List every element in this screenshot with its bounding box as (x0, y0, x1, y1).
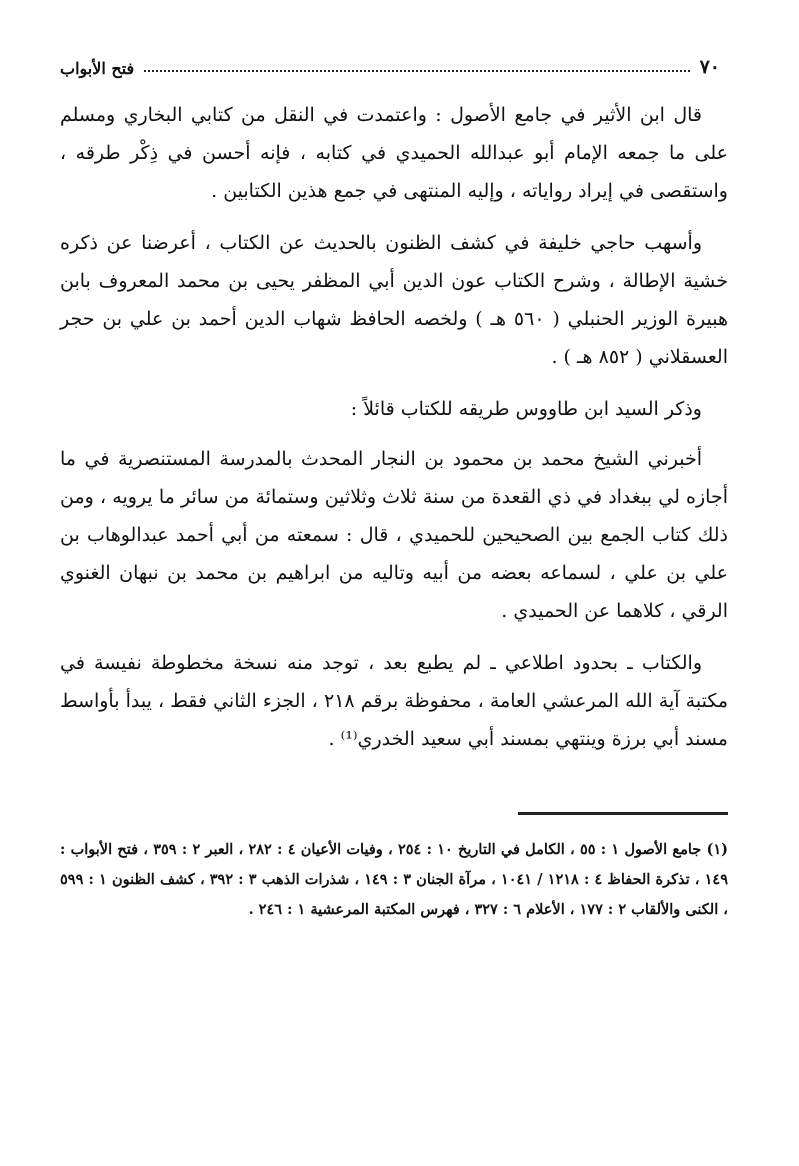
header-dotted-leader (144, 70, 689, 72)
book-page (60, 42, 728, 1142)
footnote-separator (518, 812, 728, 815)
footnote: (١) جامع الأصول ١ : ٥٥ ، الكامل في التاريخ ١٠ : ٢٥٤ ، وفيات الأعيان ٤ : ٢٨٢ ، العبر ٢ : ٣٥٩ ، فتح الأبواب : ١٤٩ ، تذكرة الحفاظ ٤ : ١٢١٨ / ١٠٤١ ، مرآة الجنان ٣ : ١٤٩ ، شذرات الذهب ٣ : ٣٩٢ ، كشف الظنون ١ : ٥٩٩ ، الكنى والألقاب ٢ : ١٧٧ ، الأعلام ٦ : ٣٢٧ ، فهرس المكتبة المرعشية ١ : ٢٤٦ . (60, 841, 729, 918)
main-text (60, 96, 728, 758)
page-number: ٧٠ (699, 56, 720, 78)
running-header (60, 42, 728, 78)
paragraph-manuscript: والكتاب ـ بحدود اطلاعي ـ لم يطبع بعد ، توجد منه نسخة مخطوطة نفيسة في مكتبة آية الله المرعشي العامة ، محفوظة برقم ٢١٨ ، الجزء الثاني فقط ، يبدأ بأواسط مسند أبي برزة وينتهي بمسند أبي سعيد الخدري⁽¹⁾ . (60, 652, 728, 750)
paragraph-kashf-al-zunun: وأسهب حاجي خليفة في كشف الظنون بالحديث عن الكتاب ، أعرضنا عن ذكره خشية الإطالة ، وشرح الكتاب عون الدين أبي المظفر يحيى بن محمد المعروف بابن هبيرة الوزير الحنبلي ( ٥٦٠ هـ ) ولخصه الحافظ شهاب الدين أحمد بن علي بن حجر العسقلاني ( ٨٥٢ هـ ) . (60, 232, 728, 368)
paragraph-ibn-tawus-quote: أخبرني الشيخ محمد بن محمود بن النجار المحدث بالمدرسة المستنصرية في ما أجازه لي ببغداد في ذي القعدة من سنة ثلاث وثلاثين وستمائة من سائر ما يرويه ، ومن ذلك كتاب الجمع بين الصحيحين للحميدي ، قال : سمعته من أبي أحمد عبدالوهاب بن علي بن علي ، لسماعه بعضه من أبيه وتاليه من ابراهيم بن محمد بن نبهان الغنوي الرقي ، كلاهما عن الحميدي . (60, 448, 728, 622)
paragraph-ibn-tawus-intro: وذكر السيد ابن طاووس طريقه للكتاب قائلاً : (350, 398, 702, 420)
running-title: فتح الأبواب (60, 59, 135, 78)
paragraph-ibn-athir: قال ابن الأثير في جامع الأصول : واعتمدت في النقل من كتابي البخاري ومسلم على ما جمعه الإمام أبو عبدالله الحميدي في كتابه ، فإنه أحسن في ذِكْر طرقه ، واستقصى في إيراد رواياته ، وإليه المنتهى في جمع هذين الكتابين . (60, 104, 728, 202)
